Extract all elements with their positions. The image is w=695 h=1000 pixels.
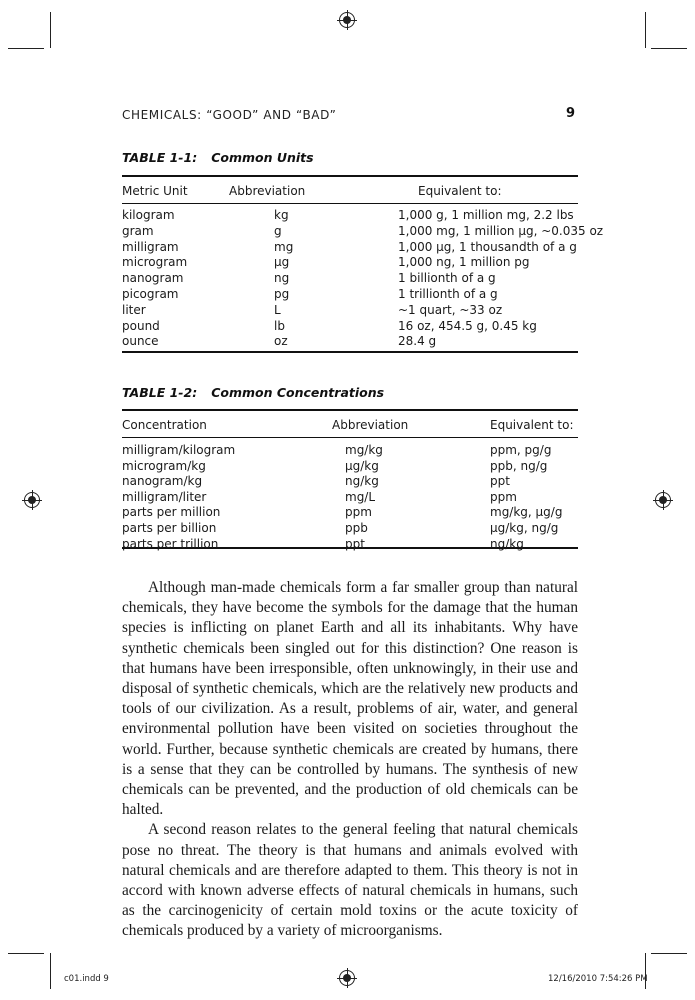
table1-cell-equivalent: 16 oz, 454.5 g, 0.45 kg [398, 318, 537, 333]
slug-timestamp: 12/16/2010 7:54:26 PM [548, 974, 648, 984]
table2-cell-abbreviation: ppb [345, 521, 368, 535]
table1-cell-unit: liter [122, 302, 146, 317]
table1-header-unit: Metric Unit [122, 184, 188, 198]
table2 [122, 409, 578, 551]
table1-cell-abbreviation: kg [274, 208, 289, 222]
table1-cell-unit: nanogram [122, 271, 184, 286]
table2-label: TABLE 1-2: [122, 385, 198, 400]
table1-cell-equivalent: 1,000 µg, 1 thousandth of a g [398, 239, 577, 254]
paragraph: Although man-made chemicals form a far smaller group than natural chemicals, they have become the symbols for the damage that the human species is inflicting on planet Earth and all its inhabitants. Why have synthetic chemicals been singled out for this distinction? One reason is that humans have been irresponsible, often unknowingly, in their use and disposal of synthetic chemicals, which are the relatively new products and tools of our civilization. As a result, problems of air, water, and general environmental pollution have been visited on societies throughout the world. Further, because synthetic chemicals are created by humans, there is a sense that they can be controlled by humans. The synthesis of new chemicals can be prevented, and the production of old chemicals can be halted. [122, 579, 578, 819]
running-header-title: CHEMICALS: “GOOD” AND “BAD” [122, 108, 337, 122]
registration-mark-icon [339, 970, 355, 986]
registration-mark-icon [655, 492, 671, 508]
table1-cell-equivalent: 1 billionth of a g [398, 271, 496, 286]
table2-header-equivalent: Equivalent to: [490, 418, 574, 432]
registration-mark-icon [339, 12, 355, 28]
table2-header-rule [122, 437, 578, 438]
table2-header-concentration: Concentration [122, 418, 207, 432]
table2-caption [122, 385, 384, 400]
table2-cell-equivalent: mg/kg, µg/g [490, 505, 563, 520]
table1-cell-equivalent: 1,000 mg, 1 million µg, ~0.035 oz [398, 223, 604, 238]
crop-mark [651, 953, 687, 954]
table2-cell-abbreviation: ppm [345, 505, 372, 520]
crop-mark [645, 12, 646, 48]
table2-cell-unit: milligram/kilogram [122, 443, 236, 457]
crop-mark [50, 953, 51, 989]
page-number: 9 [566, 106, 576, 121]
paragraph: A second reason relates to the general feeling that natural chemicals pose no threat. The theory is that humans and animals evolved with natural chemicals and are therefore adapted to them. This theory is not in accord with known adverse effects of natural chemicals in humans, such as the carcinogenicity of certain mold toxins or the acute toxicity of chemicals produced by a variety of microorganisms. [122, 821, 578, 940]
table1-label: TABLE 1-1: [122, 150, 198, 165]
table1-top-rule [122, 175, 578, 177]
table1-cell-equivalent: 1,000 g, 1 million mg, 2.2 lbs [398, 208, 574, 222]
table1-cell-abbreviation: mg [274, 239, 294, 254]
table2-top-rule [122, 409, 578, 411]
table1-cell-equivalent: 1 trillionth of a g [398, 287, 498, 301]
table1-cell-unit: ounce [122, 334, 159, 349]
table2-cell-unit: parts per billion [122, 521, 217, 535]
body-text [122, 578, 578, 942]
table1-cell-abbreviation: µg [274, 255, 290, 270]
slug-file-name: c01.indd 9 [64, 974, 109, 984]
table1-cell-unit: picogram [122, 287, 179, 301]
table2-cell-unit: milligram/liter [122, 489, 207, 504]
table1-cell-unit: gram [122, 223, 154, 238]
table1-cell-equivalent: 28.4 g [398, 334, 437, 349]
table1-cell-equivalent: 1,000 ng, 1 million pg [398, 255, 530, 270]
table2-cell-equivalent: ppm [490, 489, 517, 504]
table1-cell-unit: pound [122, 318, 160, 333]
crop-mark [651, 48, 687, 49]
table2-title: Common Concentrations [211, 385, 385, 400]
registration-mark-icon [24, 492, 40, 508]
table2-cell-abbreviation: mg/kg [345, 443, 383, 457]
table1-cell-abbreviation: ng [274, 271, 290, 286]
table2-header-abbreviation: Abbreviation [332, 418, 409, 432]
table1-bottom-rule [122, 351, 578, 353]
table1-header-abbreviation: Abbreviation [229, 184, 306, 198]
table2-cell-equivalent: ppb, ng/g [490, 458, 548, 473]
crop-mark [8, 953, 44, 954]
table1-cell-abbreviation: pg [274, 287, 290, 301]
table1-cell-unit: milligram [122, 239, 179, 254]
table1-cell-equivalent: ~1 quart, ~33 oz [398, 302, 503, 317]
table2-cell-unit: parts per million [122, 505, 221, 520]
table2-cell-abbreviation: mg/L [345, 489, 376, 504]
table2-cell-equivalent: ppm, pg/g [490, 443, 552, 457]
table2-cell-abbreviation: ppt [345, 536, 365, 551]
table1-caption [122, 150, 314, 165]
table1-cell-unit: kilogram [122, 208, 175, 222]
table2-cell-abbreviation: ng/kg [345, 474, 379, 489]
table1-cell-abbreviation: oz [274, 334, 288, 349]
table2-cell-equivalent: ng/kg [490, 536, 524, 551]
table1-cell-abbreviation: lb [274, 318, 285, 333]
table2-cell-unit: parts per trillion [122, 536, 219, 551]
crop-mark [8, 48, 44, 49]
table2-cell-abbreviation: µg/kg [345, 458, 379, 473]
table1-header-rule [122, 203, 578, 204]
table1-cell-abbreviation: g [274, 223, 282, 238]
table2-cell-unit: nanogram/kg [122, 474, 203, 489]
table1 [122, 175, 604, 355]
crop-mark [50, 12, 51, 48]
table1-title: Common Units [211, 150, 314, 165]
table1-cell-abbreviation: L [274, 302, 281, 317]
table2-cell-equivalent: ppt [490, 474, 510, 489]
table2-cell-unit: microgram/kg [122, 458, 206, 473]
table1-cell-unit: microgram [122, 255, 188, 270]
table2-cell-equivalent: µg/kg, ng/g [490, 521, 559, 535]
table1-header-equivalent: Equivalent to: [418, 184, 502, 198]
